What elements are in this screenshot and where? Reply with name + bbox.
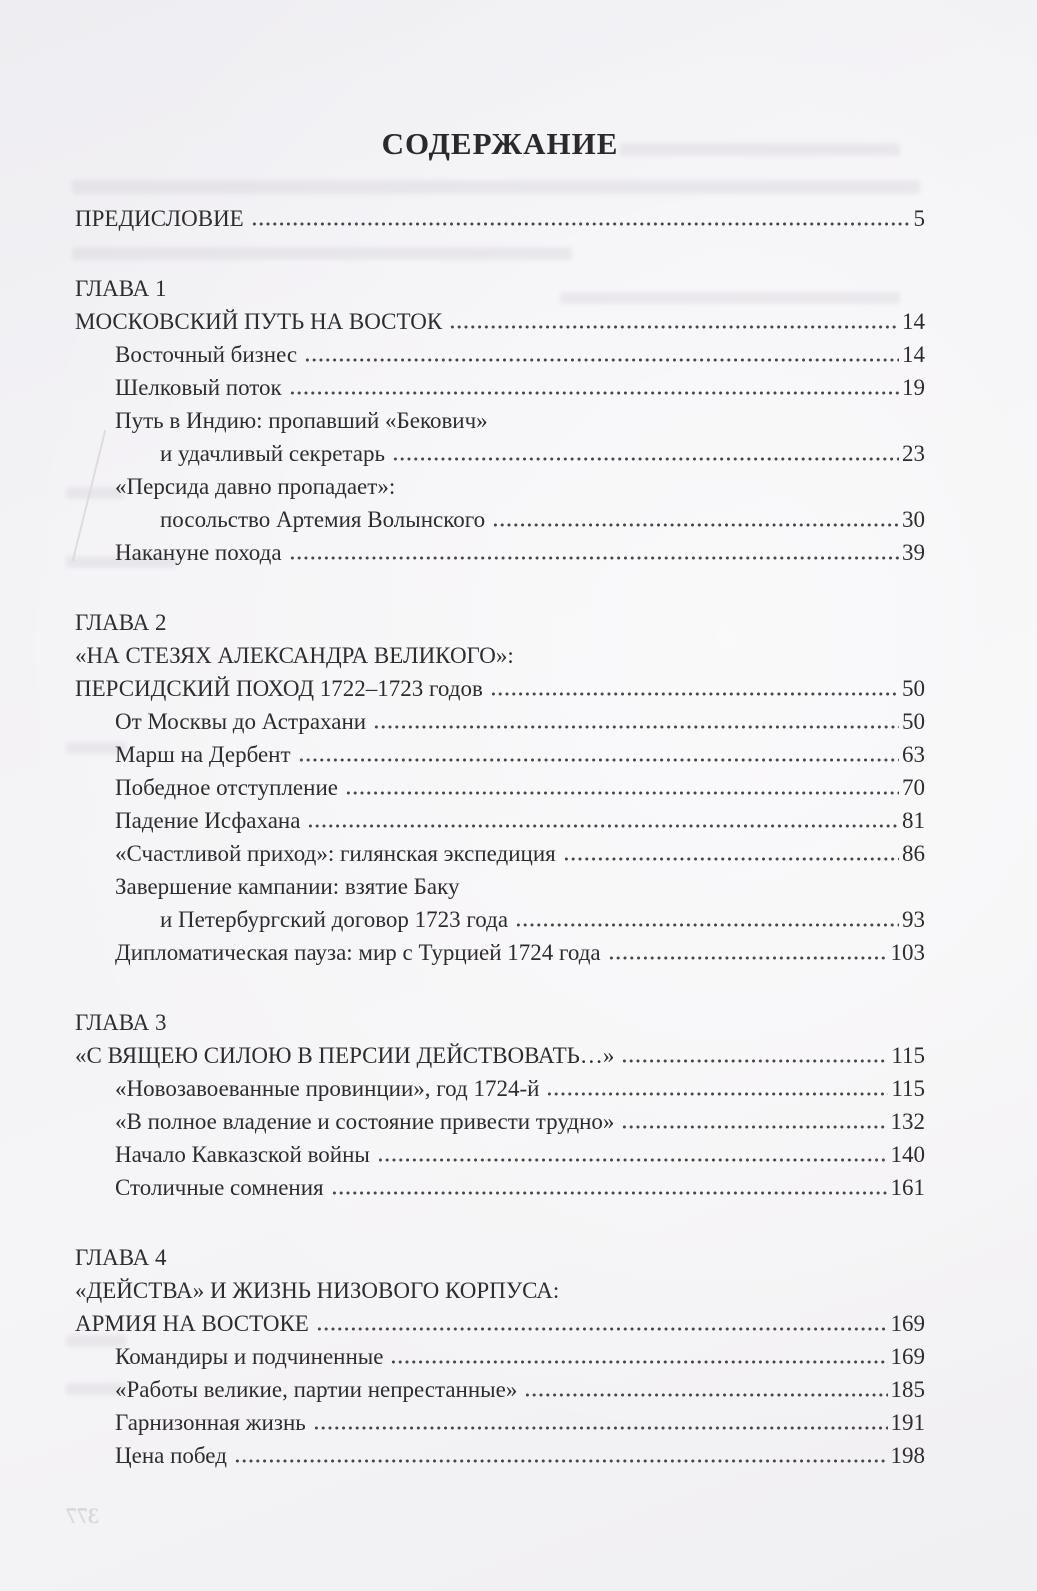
toc-page-number: 63 [902, 742, 925, 767]
toc-page-number: 93 [902, 907, 925, 932]
dot-leader [307, 824, 899, 828]
dot-leader [289, 556, 899, 560]
dot-leader [546, 1092, 888, 1096]
toc-page-number: 185 [890, 1377, 925, 1402]
toc-entry [115, 1373, 925, 1406]
toc-entry [115, 1406, 925, 1439]
toc-entry [75, 639, 925, 672]
dot-leader [289, 391, 899, 395]
toc-entry [115, 837, 925, 870]
toc-page-number: 140 [890, 1142, 925, 1167]
toc-entry [75, 1241, 925, 1274]
dot-leader [490, 692, 899, 696]
table-of-contents [75, 202, 925, 1472]
toc-entry-label: Командиры и подчиненные [115, 1344, 384, 1369]
dot-leader [313, 1426, 888, 1430]
dot-leader [390, 1360, 887, 1364]
toc-entry-label: От Москвы до Астрахани [115, 709, 367, 734]
toc-entry-label: ГЛАВА 3 [75, 1010, 167, 1035]
toc-entry-label: «С ВЯЩЕЮ СИЛОЮ В ПЕРСИИ ДЕЙСТВОВАТЬ…» [75, 1043, 615, 1068]
toc-entry [115, 804, 925, 837]
dot-leader [373, 725, 899, 729]
toc-page-number: 198 [890, 1443, 925, 1468]
dot-leader [377, 1158, 888, 1162]
toc-section-5 [75, 1241, 925, 1472]
toc-entry-label: МОСКОВСКИЙ ПУТЬ НА ВОСТОК [75, 309, 443, 334]
toc-page-number: 103 [890, 940, 925, 965]
toc-page-number: 81 [902, 808, 925, 833]
toc-entry [75, 272, 925, 305]
dot-leader [563, 857, 899, 861]
toc-entry [75, 672, 925, 705]
toc-entry [75, 1307, 925, 1340]
page-title: СОДЕРЖАНИЕ [381, 126, 619, 161]
toc-entry [75, 305, 925, 338]
toc-page-number: 169 [890, 1344, 925, 1369]
toc-page-number: 115 [891, 1076, 925, 1101]
toc-page-number: 86 [902, 841, 925, 866]
toc-entry [75, 606, 925, 639]
toc-entry-label: «ДЕЙСТВА» И ЖИЗНЬ НИЗОВОГО КОРПУСА: [75, 1278, 560, 1303]
toc-entry-label: Накануне похода [115, 540, 282, 565]
toc-entry-label: Восточный бизнес [115, 342, 298, 367]
toc-entry [115, 936, 925, 969]
toc-entry [75, 1274, 925, 1307]
toc-entry [115, 1072, 925, 1105]
toc-page-number: 23 [902, 441, 925, 466]
toc-entry-label: Падение Исфахана [115, 808, 301, 833]
toc-page-number: 50 [902, 676, 925, 701]
dot-leader [345, 791, 899, 795]
dot-leader [392, 457, 899, 461]
toc-entry-label: ГЛАВА 4 [75, 1245, 167, 1270]
toc-entry-label: АРМИЯ НА ВОСТОКЕ [75, 1311, 309, 1336]
toc-entry-label: Столичные сомнения [115, 1175, 324, 1200]
dot-leader [621, 1059, 888, 1063]
toc-entry [115, 771, 925, 804]
toc-entry [115, 470, 925, 503]
toc-entry-label: ПЕРСИДСКИЙ ПОХОД 1722–1723 годов [75, 676, 483, 701]
dot-leader [608, 956, 888, 960]
toc-entry [115, 1138, 925, 1171]
toc-entry-label: «НА СТЕЗЯХ АЛЕКСАНДРА ВЕЛИКОГО»: [75, 643, 514, 668]
toc-entry-label: «Персида давно пропадает»: [115, 474, 396, 499]
toc-entry-label: «Новозавоеванные провинции», год 1724-й [115, 1076, 540, 1101]
toc-entry [115, 1340, 925, 1373]
toc-page-number: 161 [890, 1175, 925, 1200]
toc-entry-label: «Работы великие, партии непрестанные» [115, 1377, 518, 1402]
toc-entry [115, 1171, 925, 1204]
toc-page-number: 191 [890, 1410, 925, 1435]
dot-leader [492, 523, 899, 527]
toc-entry-label: Начало Кавказской войны [115, 1142, 370, 1167]
toc-entry-label: Цена побед [115, 1443, 227, 1468]
toc-entry [160, 903, 925, 936]
toc-page-number: 70 [902, 775, 925, 800]
toc-page-number: 115 [891, 1043, 925, 1068]
toc-entry [115, 1105, 925, 1138]
toc-entry [115, 371, 925, 404]
toc-page-number: 132 [890, 1109, 925, 1134]
toc-page-number: 39 [902, 540, 925, 565]
toc-entry-label: «В полное владение и состояние привести трудно» [115, 1109, 615, 1134]
dot-leader [304, 358, 899, 362]
toc-page-number: 169 [890, 1311, 925, 1336]
dot-leader [621, 1125, 887, 1129]
toc-entry-label: Марш на Дербент [115, 742, 291, 767]
dot-leader [251, 222, 911, 226]
toc-entry [115, 404, 925, 437]
toc-page-number: 50 [902, 709, 925, 734]
dot-leader [331, 1191, 888, 1195]
toc-entry [75, 202, 925, 235]
toc-section-2 [75, 272, 925, 569]
toc-entry [75, 1006, 925, 1039]
toc-entry [160, 437, 925, 470]
toc-entry-label: посольство Артемия Волынского [160, 507, 486, 532]
dot-leader [515, 923, 899, 927]
toc-entry [115, 1439, 925, 1472]
toc-entry-label: Гарнизонная жизнь [115, 1410, 306, 1435]
dot-leader [449, 325, 899, 329]
toc-page-number: 30 [902, 507, 925, 532]
dot-leader [234, 1459, 888, 1463]
toc-entry [115, 870, 925, 903]
toc-entry-label: Завершение кампании: взятие Баку [115, 874, 460, 899]
toc-entry-label: Путь в Индию: пропавший «Бекович» [115, 408, 488, 433]
toc-entry [115, 738, 925, 771]
bleed-through-artifact [72, 180, 920, 194]
bleed-through-page-number: 377 [66, 1503, 99, 1528]
toc-entry-label: ГЛАВА 2 [75, 610, 167, 635]
toc-entry-label: Победное отступление [115, 775, 338, 800]
toc-section-1 [75, 202, 925, 235]
toc-page-number: 19 [902, 375, 925, 400]
toc-entry-label: и Петербургский договор 1723 года [160, 907, 509, 932]
toc-section-3 [75, 606, 925, 969]
toc-entry-label: ГЛАВА 1 [75, 276, 167, 301]
toc-entry [115, 338, 925, 371]
toc-entry [115, 705, 925, 738]
toc-entry-label: и удачливый секретарь [160, 441, 385, 466]
toc-entry-label: Шелковый поток [115, 375, 282, 400]
dot-leader [524, 1393, 887, 1397]
toc-entry-label: «Счастливой приход»: гилянская экспедиция [115, 841, 556, 866]
toc-entry-label: Дипломатическая пауза: мир с Турцией 1724 года [115, 940, 601, 965]
toc-entry [115, 536, 925, 569]
toc-entry [75, 1039, 925, 1072]
toc-page-number: 5 [913, 206, 925, 231]
toc-page-number: 14 [902, 309, 925, 334]
toc-page-number: 14 [902, 342, 925, 367]
toc-entry [160, 503, 925, 536]
dot-leader [298, 758, 899, 762]
dot-leader [316, 1327, 888, 1331]
toc-section-4 [75, 1006, 925, 1204]
toc-entry-label: ПРЕДИСЛОВИЕ [75, 206, 244, 231]
